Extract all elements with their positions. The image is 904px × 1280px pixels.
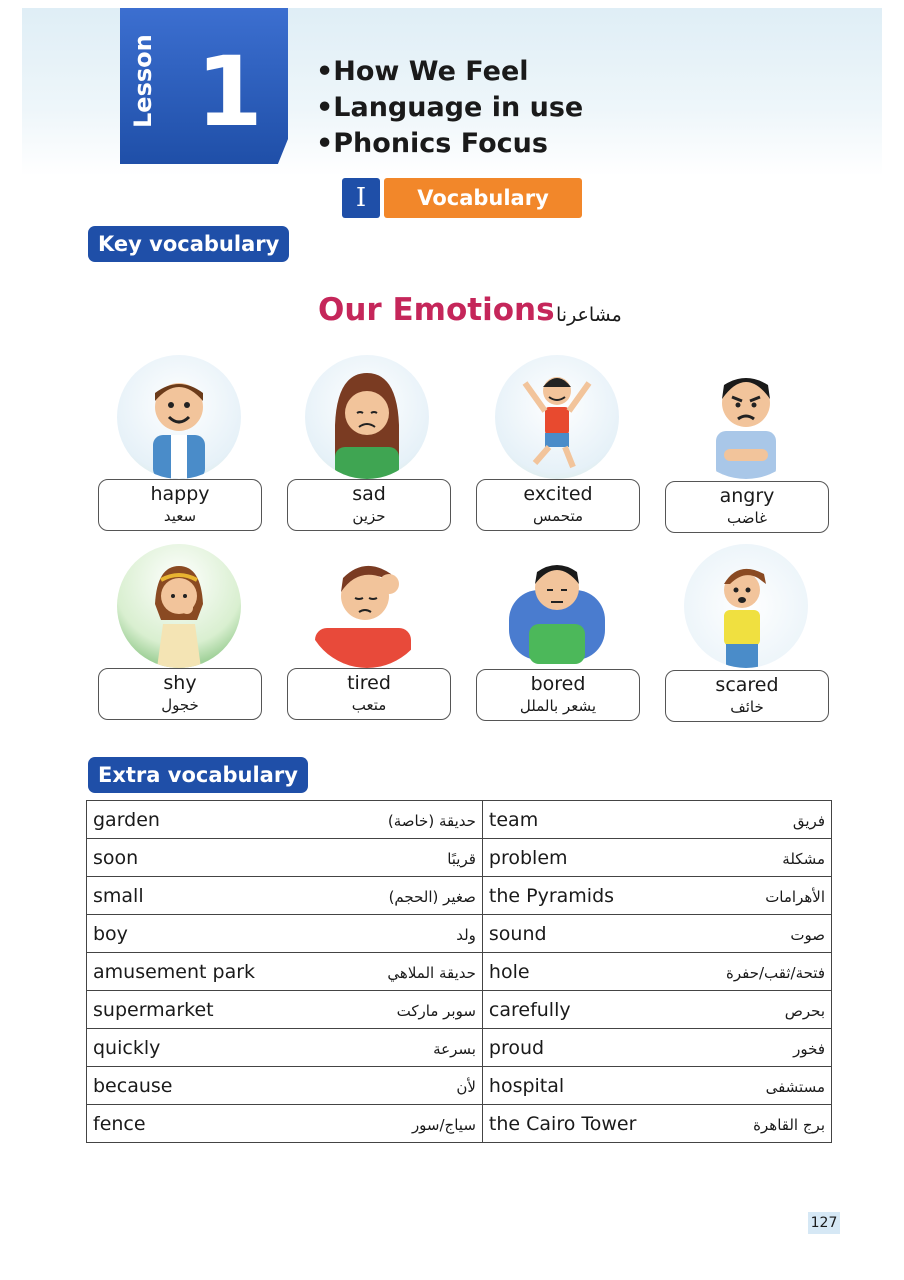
emotion-card-shy — [98, 668, 262, 720]
section-label: Vocabulary — [384, 178, 582, 218]
emotion-word-arabic: حزين — [352, 507, 386, 525]
table-cell: carefully بحرص — [482, 991, 831, 1029]
table-row — [87, 1105, 832, 1143]
sad-girl-icon — [305, 355, 429, 479]
table-cell: the Cairo Tower برج القاهرة — [482, 1105, 831, 1143]
emotion-word: scared — [715, 674, 779, 696]
extra-vocabulary-label: Extra vocabulary — [88, 757, 308, 793]
emotion-word: shy — [163, 672, 197, 694]
table-cell: small صغير (الحجم) — [87, 877, 483, 915]
emotion-word: sad — [352, 483, 386, 505]
emotion-card-tired — [287, 668, 451, 720]
excited-boy-icon — [495, 355, 619, 479]
emotion-card-scared — [665, 670, 829, 722]
emotion-word-arabic: غاضب — [727, 509, 767, 527]
scared-boy-icon — [684, 544, 808, 668]
emotion-word: bored — [530, 673, 586, 695]
emotion-card-bored — [476, 669, 640, 721]
table-row — [87, 1067, 832, 1105]
page-number: 127 — [808, 1212, 840, 1234]
key-vocabulary-label: Key vocabulary — [88, 226, 289, 262]
emotion-word-arabic: خائف — [730, 698, 764, 716]
emotion-word-arabic: يشعر بالملل — [519, 697, 597, 715]
emotion-word-arabic: متحمس — [532, 507, 584, 525]
table-cell: soon قريبًا — [87, 839, 483, 877]
table-cell: sound صوت — [482, 915, 831, 953]
table-cell: team فريق — [482, 801, 831, 839]
table-cell: problem مشكلة — [482, 839, 831, 877]
table-cell: garden حديقة (خاصة) — [87, 801, 483, 839]
emotion-card-excited — [476, 479, 640, 531]
bored-boy-icon — [495, 544, 619, 668]
page-title: Our Emotions — [318, 292, 555, 328]
emotion-card-sad — [287, 479, 451, 531]
extra-vocabulary-table — [86, 800, 832, 1143]
emotion-word-arabic: خجول — [161, 696, 199, 714]
table-row — [87, 915, 832, 953]
table-cell: boy ولد — [87, 915, 483, 953]
table-row — [87, 801, 832, 839]
table-row — [87, 953, 832, 991]
emotion-word-arabic: متعب — [351, 696, 387, 714]
emotion-word: excited — [523, 483, 593, 505]
table-cell: quickly بسرعة — [87, 1029, 483, 1067]
topic-list — [316, 54, 583, 162]
page-title-arabic: مشاعرنا — [556, 304, 622, 326]
table-cell: supermarket سوبر ماركت — [87, 991, 483, 1029]
topic-item: • Phonics Focus — [316, 126, 583, 162]
table-cell: proud فخور — [482, 1029, 831, 1067]
table-row — [87, 839, 832, 877]
emotion-word-arabic: سعيد — [163, 507, 197, 525]
table-cell: the Pyramids الأهرامات — [482, 877, 831, 915]
table-cell: hospital مستشفى — [482, 1067, 831, 1105]
table-row — [87, 991, 832, 1029]
table-cell: because لأن — [87, 1067, 483, 1105]
shy-girl-icon — [117, 544, 241, 668]
table-cell: fence سياج/سور — [87, 1105, 483, 1143]
emotion-word: tired — [347, 672, 391, 694]
topic-item: • How We Feel — [316, 54, 583, 90]
section-number: I — [342, 178, 380, 218]
topic-item: • Language in use — [316, 90, 583, 126]
emotion-card-angry — [665, 481, 829, 533]
emotion-word: angry — [719, 485, 775, 507]
lesson-word: Lesson — [129, 34, 157, 128]
emotion-word: happy — [150, 483, 210, 505]
angry-boy-icon — [684, 355, 808, 479]
lesson-number: 1 — [196, 36, 263, 148]
table-cell: hole فتحة/ثقب/حفرة — [482, 953, 831, 991]
table-cell: amusement park حديقة الملاهي — [87, 953, 483, 991]
table-row — [87, 1029, 832, 1067]
emotion-card-happy — [98, 479, 262, 531]
happy-boy-icon — [117, 355, 241, 479]
tired-boy-icon — [305, 544, 429, 668]
table-row — [87, 877, 832, 915]
